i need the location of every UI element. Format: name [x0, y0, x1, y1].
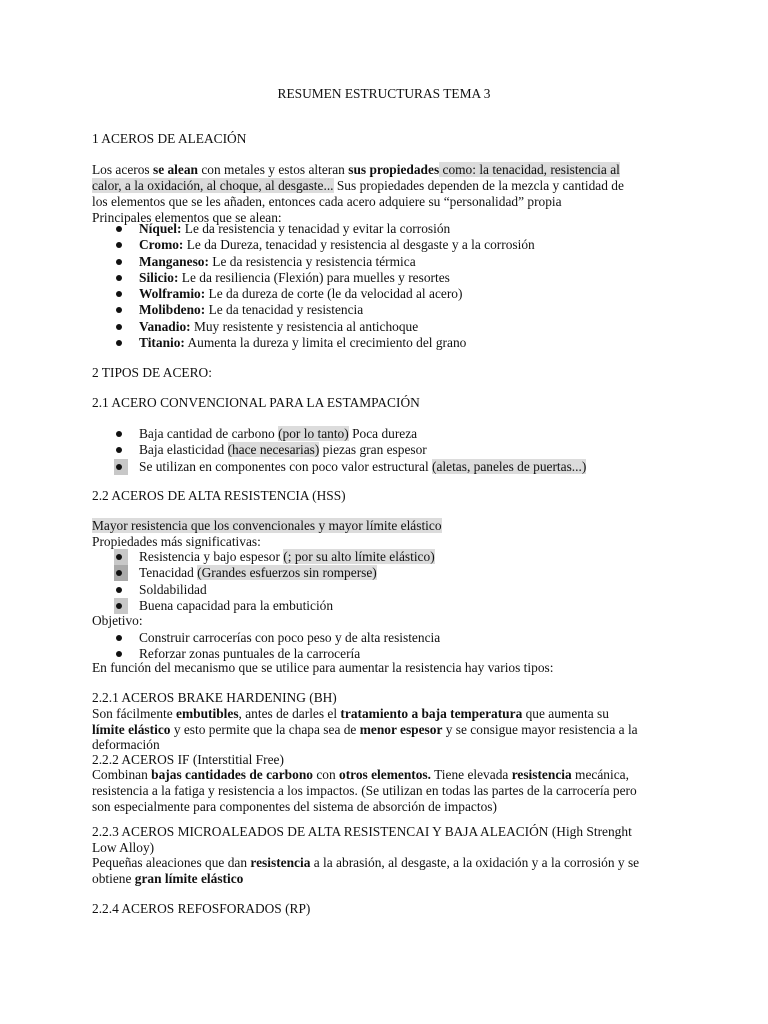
conventional-steel-list: [92, 426, 692, 475]
list-item: Silicio: Le da resiliencia (Flexión) para muelles y resortes: [92, 270, 692, 286]
intro-text: Sus propiedades dependen de la mezcla y cantidad de: [333, 178, 624, 193]
intro-bold-sus-propiedades: sus propiedades: [348, 162, 440, 177]
section-2-2-heading: 2.2 ACEROS DE ALTA RESISTENCIA (HSS): [92, 488, 346, 503]
section-1-intro-line-2: [92, 178, 624, 194]
intro-text: con metales y estos alteran: [198, 162, 349, 177]
bullet-icon: [116, 259, 122, 265]
list-item: Vanadio: Muy resistente y resistencia al antichoque: [92, 319, 692, 335]
section-2-2-1-heading: 2.2.1 ACEROS BRAKE HARDENING (BH): [92, 690, 337, 705]
section-1-heading: 1 ACEROS DE ALEACIÓN: [92, 131, 247, 146]
intro-highlight: como: la tenacidad, resistencia al: [439, 162, 620, 177]
hsla-line-2: obtiene gran límite elástico: [92, 871, 244, 886]
list-item: Tenacidad (Grandes esfuerzos sin romperse): [92, 565, 692, 581]
list-item: Wolframio: Le da dureza de corte (le da velocidad al acero): [92, 286, 692, 302]
bullet-icon: [116, 226, 122, 232]
list-item: Molibdeno: Le da tenacidad y resistencia: [92, 302, 692, 318]
hss-props-intro: Propiedades más significativas:: [92, 534, 261, 549]
section-2-heading: 2 TIPOS DE ACERO:: [92, 365, 212, 380]
section-2-2-2-heading: 2.2.2 ACEROS IF (Interstitial Free): [92, 752, 284, 767]
objective-intro: Objetivo:: [92, 613, 143, 628]
list-item: Resistencia y bajo espesor (; por su alto límite elástico): [92, 549, 692, 565]
intro-highlight: calor, a la oxidación, al choque, al desgaste...: [92, 178, 334, 193]
list-item: Se utilizan en componentes con poco valor estructural (aletas, paneles de puertas...): [92, 459, 692, 475]
hss-lead: Mayor resistencia que los convencionales y mayor límite elástico: [92, 518, 442, 533]
list-item: Baja cantidad de carbono (por lo tanto) Poca dureza: [92, 426, 692, 442]
if-line-3: son especialmente para componentes del sistema de absorción de impactos): [92, 799, 497, 814]
bullet-icon: [116, 447, 122, 453]
bullet-icon: [116, 291, 122, 297]
alloy-elements-list: [92, 221, 692, 351]
hsla-line-1: Pequeñas aleaciones que dan resistencia a la abrasión, al desgaste, a la oxidación y a la corrosión y se: [92, 855, 640, 870]
elements-intro: Principales elementos que se alean:: [92, 210, 282, 225]
bullet-icon: [116, 635, 122, 641]
hss-closing: En función del mecanismo que se utilice para aumentar la resistencia hay varios tipos:: [92, 660, 554, 675]
section-2-2-4-heading: 2.2.4 ACEROS REFOSFORADOS (RP): [92, 901, 311, 916]
document-title: RESUMEN ESTRUCTURAS TEMA 3: [277, 86, 491, 101]
list-item: Buena capacidad para la embutición: [92, 598, 692, 614]
bullet-icon: [116, 554, 122, 560]
bullet-icon: [116, 324, 122, 330]
bullet-icon: [116, 275, 122, 281]
bullet-icon: [116, 464, 122, 470]
intro-bold-se-alean: se alean: [152, 162, 198, 177]
if-line-1: Combinan bajas cantidades de carbono con otros elementos. Tiene elevada resistencia mecánica,: [92, 767, 629, 782]
section-2-2-3-heading-cont: Low Alloy): [92, 840, 155, 855]
bullet-icon: [116, 603, 122, 609]
objectives-list: [92, 630, 692, 663]
list-item: Cromo: Le da Dureza, tenacidad y resistencia al desgaste y a la corrosión: [92, 237, 692, 253]
bullet-icon: [116, 340, 122, 346]
section-2-1-heading: 2.1 ACERO CONVENCIONAL PARA LA ESTAMPACIÓN: [92, 395, 420, 410]
list-item: Soldabilidad: [92, 582, 692, 598]
list-item: Titanio: Aumenta la dureza y limita el crecimiento del grano: [92, 335, 692, 351]
bullet-icon: [116, 587, 122, 593]
list-item: Níquel: Le da resistencia y tenacidad y evitar la corrosión: [92, 221, 692, 237]
bullet-icon: [116, 651, 122, 657]
list-item: Baja elasticidad (hace necesarias) piezas gran espesor: [92, 442, 692, 458]
section-1-intro-line-3: los elementos que se les añaden, entonces cada acero adquiere su “personalidad” propia: [92, 194, 562, 209]
list-item: Reforzar zonas puntuales de la carrocería: [92, 646, 692, 662]
bh-line-1: Son fácilmente embutibles, antes de darles el tratamiento a baja temperatura que aumenta su: [92, 706, 609, 721]
section-2-2-3-heading: 2.2.3 ACEROS MICROALEADOS DE ALTA RESISTENCAI Y BAJA ALEACIÓN (High Strenght: [92, 824, 632, 839]
bh-line-2: límite elástico y esto permite que la chapa sea de menor espesor y se consigue mayor resistencia a la: [92, 722, 638, 737]
bullet-icon: [116, 431, 122, 437]
section-1-intro-line-1: [92, 162, 620, 178]
intro-text: Los aceros: [92, 162, 153, 177]
list-item: Construir carrocerías con poco peso y de alta resistencia: [92, 630, 692, 646]
bullet-icon: [116, 242, 122, 248]
if-line-2: resistencia a la fatiga y resistencia a los impactos. (Se utilizan en todas las partes de la carrocería pero: [92, 783, 637, 798]
bh-line-3: deformación: [92, 737, 160, 752]
list-item: Manganeso: Le da resistencia y resistencia térmica: [92, 254, 692, 270]
bullet-icon: [116, 307, 122, 313]
hss-properties-list: [92, 549, 692, 614]
